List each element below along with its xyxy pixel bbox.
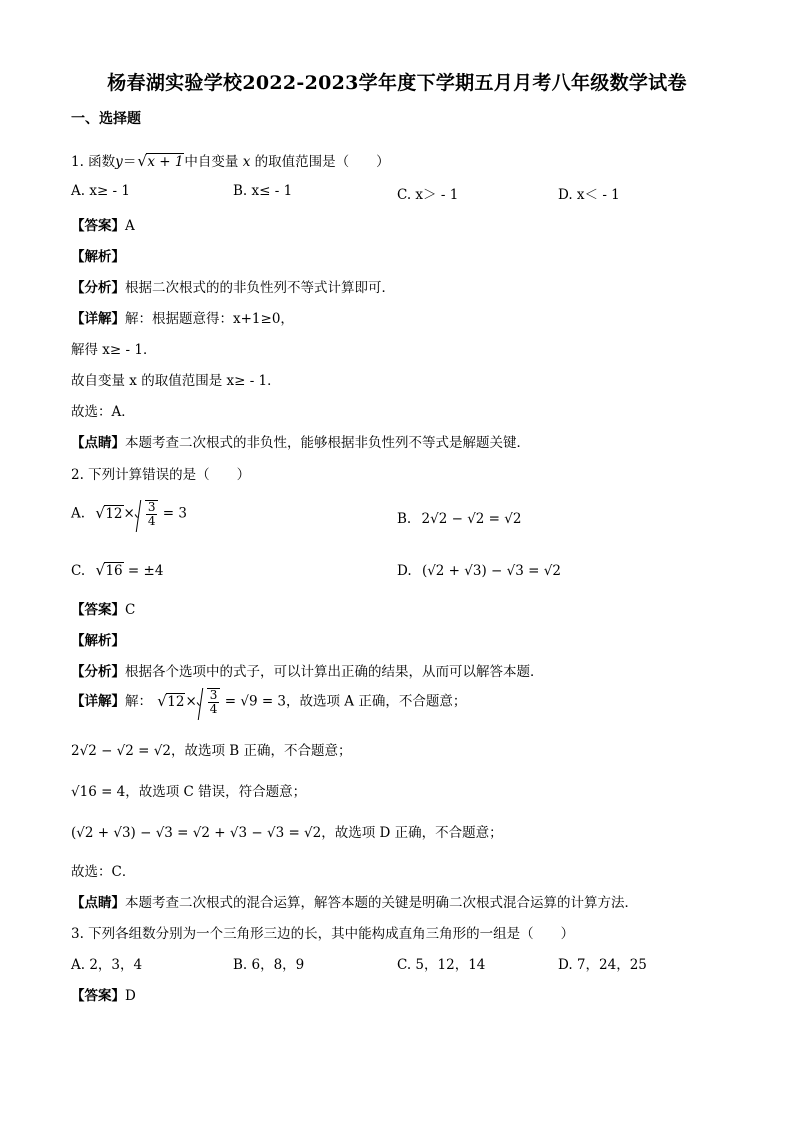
q2-option-c-result: = ±4	[127, 563, 164, 579]
q2-xiangjie-numerator: 3	[209, 688, 218, 702]
q2-line-b	[71, 739, 351, 759]
q2-line-d-text: ，故选项 D 正确，不合题意；	[321, 825, 503, 841]
q1-fenxi	[71, 276, 395, 296]
q1-xiangjie-tag: 【详解】	[71, 311, 125, 327]
q2-option-a-label: A.	[71, 505, 86, 522]
q2-option-a-result: = 3	[162, 505, 187, 522]
q2-xiangjie-sqrt12	[157, 694, 185, 710]
q2-xiangjie-times: ×	[185, 693, 197, 710]
q2-choose: 故选：C．	[71, 864, 136, 880]
q1-xiangjie	[71, 307, 294, 327]
q2-fenxi-tag: 【分析】	[71, 664, 125, 680]
q2-xiangjie	[71, 688, 466, 716]
q1-stem-text-a: 中自变量	[184, 154, 239, 170]
q2-option-c-radicand: 16	[105, 563, 123, 579]
q2-option-c-sqrt	[95, 563, 123, 579]
q2-fenxi-text: 根据各个选项中的式子，可以计算出正确的结果，从而可以解答本题．	[125, 664, 544, 680]
q2-option-c-label: C.	[71, 563, 86, 579]
q1-step3: 故选：A．	[71, 404, 135, 420]
q2-option-d	[397, 563, 561, 579]
q2-line-c	[71, 780, 306, 800]
q2-xiangjie-mid: = √9 = 3	[224, 693, 287, 710]
q2-dianjing-tag: 【点睛】	[71, 895, 125, 911]
q2-answer-tag: 【答案】	[71, 602, 125, 618]
q2-xiangjie-prefix: 解：	[125, 693, 152, 710]
q3-answer-value: D	[125, 988, 136, 1004]
q3-stem: 3. 下列各组数分别为一个三角形三边的长，其中能构成直角三角形的一组是（ ）	[71, 926, 575, 942]
q1-stem	[71, 150, 390, 170]
q2-option-b-label: B.	[397, 511, 412, 527]
q2-analysis-tag	[71, 629, 125, 649]
q2-xiangjie-denominator: 4	[209, 702, 218, 716]
q1-analysis-label: 【解析】	[71, 249, 125, 265]
q2-xiangjie-post: ，故选项 A 正确，不合题意；	[286, 693, 467, 710]
q2-option-d-expr: (√2 + √3) − √3 = √2	[421, 563, 561, 579]
q1-answer-value: A	[125, 218, 135, 234]
q1-stem-text-b: 的取值范围是（ ）	[254, 154, 390, 170]
q3-answer	[71, 984, 136, 1004]
q2-option-b-expr: 2√2 − √2 = √2	[421, 511, 522, 527]
q1-fenxi-tag: 【分析】	[71, 280, 125, 296]
q3-option-d: D. 7，24，25	[558, 957, 647, 973]
q2-line-c-expr: √16 = 4	[71, 784, 126, 800]
q1-var-y: y	[115, 154, 123, 170]
q2-xiangjie-tag: 【详解】	[71, 693, 125, 710]
q1-step1: 解得 x≥ - 1．	[71, 342, 157, 358]
q2-stem: 2. 下列计算错误的是（ ）	[71, 467, 251, 483]
q2-answer	[71, 598, 135, 618]
q2-option-a-sqrt12	[95, 506, 123, 522]
page-title: 杨春湖实验学校2022-2023学年度下学期五月月考八年级数学试卷	[107, 72, 687, 94]
q1-equals: ＝	[122, 154, 137, 170]
q1-fenxi-text: 根据二次根式的的非负性列不等式计算即可．	[125, 280, 395, 296]
q2-line-c-text: ，故选项 C 错误，符合题意；	[125, 784, 307, 800]
q2-option-a-times: ×	[123, 505, 135, 522]
q2-option-a	[71, 500, 187, 528]
q1-analysis-tag	[71, 245, 125, 265]
q2-line-b-text: ，故选项 B 正确，不合题意；	[170, 743, 352, 759]
q2-line-b-expr: 2√2 − √2 = √2	[71, 743, 171, 759]
q2-xiangjie-sqrt-frac	[197, 688, 221, 716]
q2-option-a-numerator: 3	[147, 500, 156, 514]
q3-option-c: C. 5，12，14	[397, 957, 486, 973]
q1-option-a: A. x≥ - 1	[71, 183, 130, 199]
q1-dianjing-text: 本题考查二次根式的非负性，能够根据非负性列不等式是解题关键．	[125, 435, 530, 451]
q1-option-b: B. x≤ - 1	[233, 183, 293, 199]
q2-option-d-label: D.	[397, 563, 412, 579]
q1-answer-tag: 【答案】	[71, 218, 125, 234]
q1-answer	[71, 214, 135, 234]
q1-step2: 故自变量 x 的取值范围是 x≥ - 1．	[71, 373, 281, 389]
q2-fenxi	[71, 660, 544, 680]
q1-dianjing-tag: 【点睛】	[71, 435, 125, 451]
q2-line-d	[71, 821, 503, 841]
q2-option-a-radicand: 12	[105, 505, 123, 522]
q1-option-c: C. x＞ - 1	[397, 187, 459, 203]
q2-option-b	[397, 511, 521, 527]
q1-xiangjie-text: 解：根据题意得：x+1≥0，	[125, 311, 294, 327]
q2-option-a-denominator: 4	[147, 514, 156, 528]
q2-analysis-label: 【解析】	[71, 633, 125, 649]
q3-option-a: A. 2，3，4	[71, 957, 143, 973]
q1-radicand: x + 1	[147, 154, 184, 170]
q2-line-d-expr: (√2 + √3) − √3 = √2 + √3 − √3 = √2	[71, 825, 322, 841]
q2-answer-value: C	[125, 602, 136, 618]
q1-sqrt	[137, 154, 184, 170]
q1-option-d: D. x＜ - 1	[558, 187, 620, 203]
q3-option-b: B. 6，8，9	[233, 957, 305, 973]
q2-dianjing-text: 本题考查二次根式的混合运算，解答本题的关键是明确二次根式混合运算的计算方法．	[125, 895, 638, 911]
q2-option-c	[71, 563, 163, 579]
q2-xiangjie-radicand: 12	[167, 693, 185, 710]
q1-stem-prefix: 1. 函数	[71, 154, 116, 170]
q3-answer-tag: 【答案】	[71, 988, 125, 1004]
q1-dianjing	[71, 431, 530, 451]
section-heading: 一、选择题	[71, 111, 141, 127]
q1-var-x: x	[242, 154, 251, 170]
q2-option-a-sqrt-frac	[135, 500, 159, 528]
q2-dianjing	[71, 891, 638, 911]
